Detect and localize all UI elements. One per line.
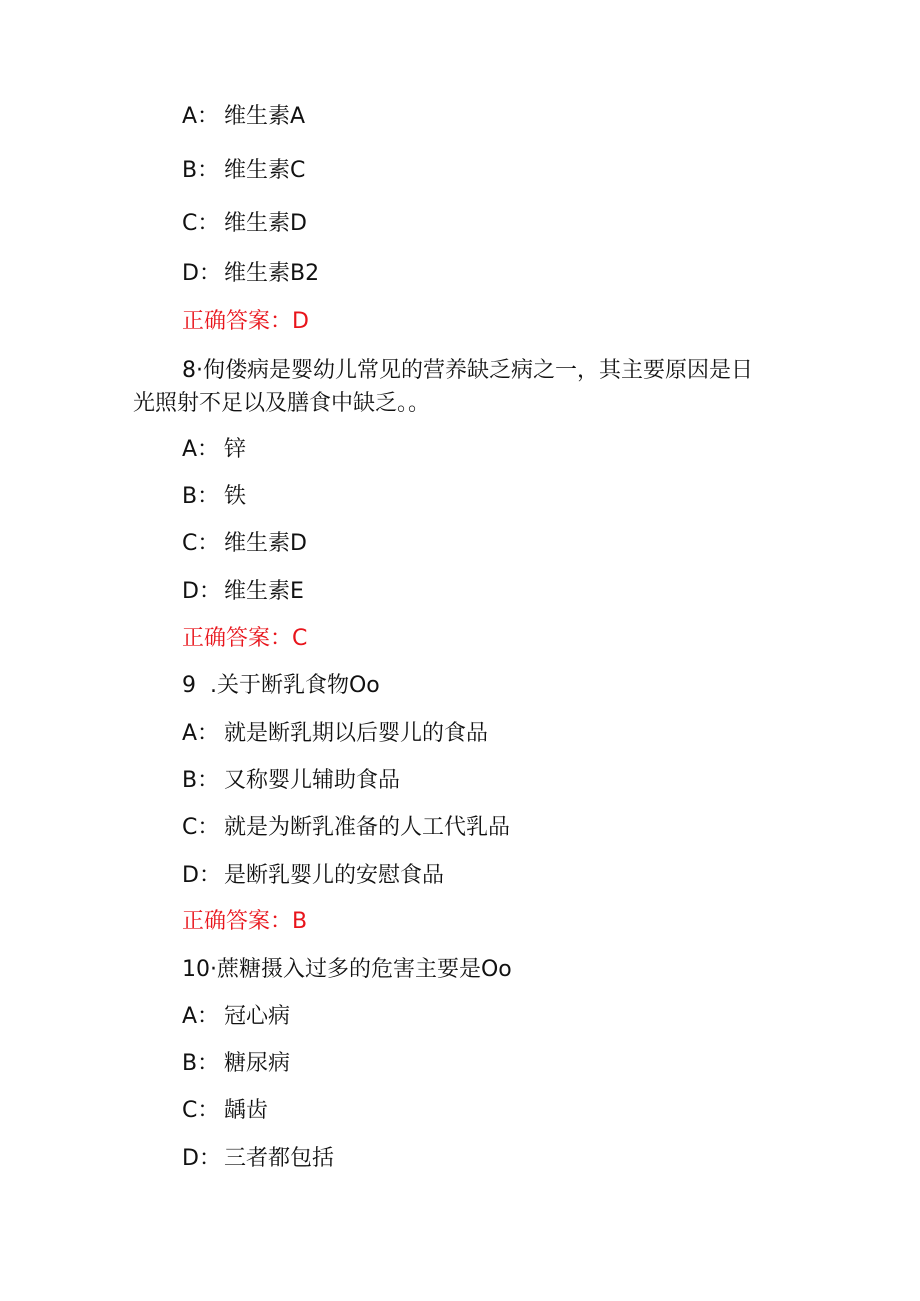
option-label: D： <box>182 579 221 604</box>
option-text: 三者都包括 <box>224 1146 335 1171</box>
q8-option-d <box>182 577 304 607</box>
q10-option-b <box>182 1049 290 1079</box>
option-text: 维生素D <box>224 531 307 556</box>
option-text: 就是为断乳准备的人工代乳品 <box>224 815 511 840</box>
q9-option-d <box>182 861 444 891</box>
option-label: D： <box>182 261 221 286</box>
option-text: 维生素A <box>224 104 306 129</box>
option-text: 冠心病 <box>224 1004 291 1029</box>
q8-question-line1: 8·佝偻病是婴幼儿常见的营养缺乏病之一，其主要原因是日 <box>182 358 753 383</box>
q8-option-a <box>182 435 246 465</box>
option-label: D： <box>182 863 221 888</box>
option-text: 维生素B2 <box>224 261 320 286</box>
q7-option-a <box>182 102 305 132</box>
q9-option-a <box>182 719 488 749</box>
q10-question: 10·蔗糖摄入过多的危害主要是Oo <box>182 957 512 982</box>
option-label: A： <box>182 721 220 746</box>
q7-option-d <box>182 259 319 289</box>
option-text: 是断乳婴儿的安慰食品 <box>224 863 445 888</box>
q8-option-b <box>182 482 246 512</box>
option-text: 又称婴儿辅助食品 <box>224 768 401 793</box>
option-text: 维生素D <box>224 211 307 236</box>
q8-question-line2: 光照射不足以及膳食中缺乏。。 <box>133 391 431 416</box>
option-text: 维生素C <box>224 158 306 183</box>
option-label: A： <box>182 437 220 462</box>
q10-option-d <box>182 1144 334 1174</box>
q7-option-b <box>182 156 305 186</box>
option-label: C： <box>182 211 220 236</box>
option-label: C： <box>182 815 220 840</box>
option-text: 锌 <box>224 437 247 462</box>
option-text: 维生素E <box>224 579 304 604</box>
q7-option-c <box>182 209 307 239</box>
option-label: C： <box>182 531 220 556</box>
option-label: A： <box>182 104 220 129</box>
q10-option-c <box>182 1096 268 1126</box>
q8-option-c <box>182 529 307 559</box>
q9-option-b <box>182 766 400 796</box>
option-text: 就是断乳期以后婴儿的食品 <box>224 721 489 746</box>
q7-correct-answer: 正确答案：D <box>182 309 309 334</box>
option-text: 龋齿 <box>224 1098 269 1123</box>
option-label: B： <box>182 768 220 793</box>
option-label: B： <box>182 1051 220 1076</box>
option-text: 铁 <box>224 484 247 509</box>
option-label: A： <box>182 1004 220 1029</box>
q9-question: 9 .关于断乳食物Oo <box>182 673 380 698</box>
option-label: C： <box>182 1098 220 1123</box>
option-label: D： <box>182 1146 221 1171</box>
q9-correct-answer: 正确答案：B <box>182 909 308 934</box>
option-label: B： <box>182 484 220 509</box>
q9-option-c <box>182 813 510 843</box>
q8-correct-answer: 正确答案：C <box>182 626 308 651</box>
q10-option-a <box>182 1002 290 1032</box>
option-label: B： <box>182 158 220 183</box>
option-text: 糖尿病 <box>224 1051 291 1076</box>
